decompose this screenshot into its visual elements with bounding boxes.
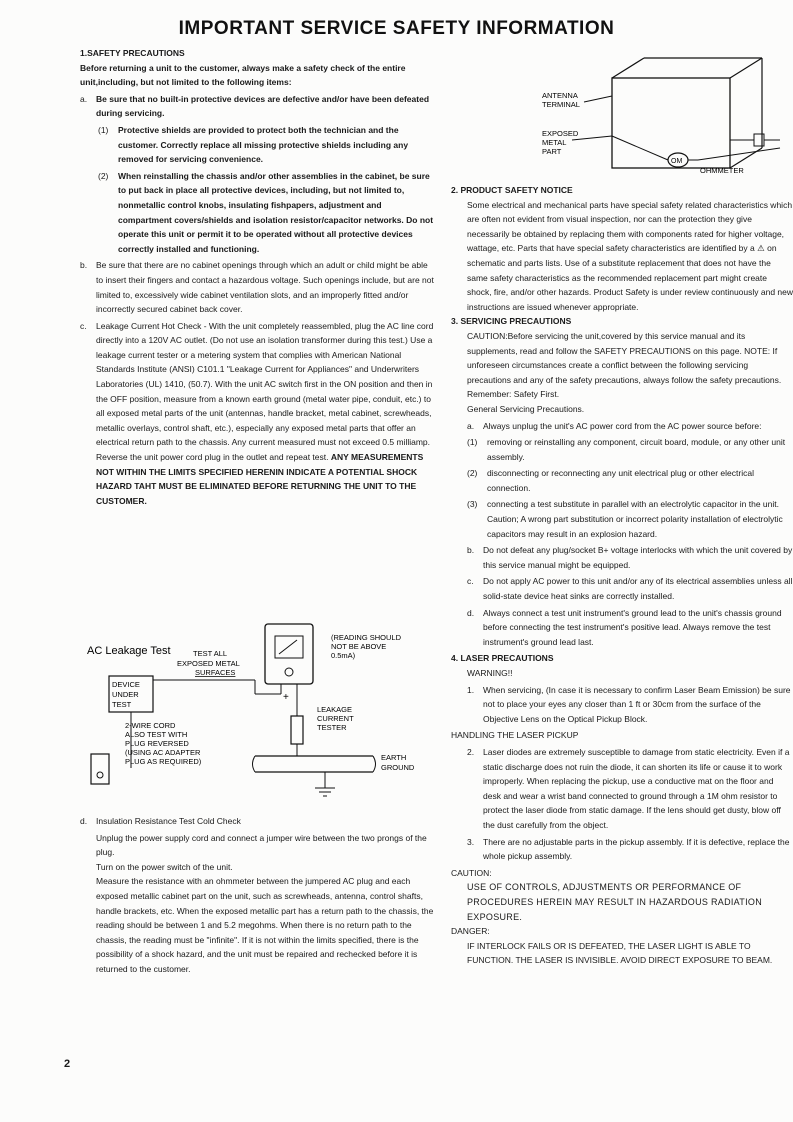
item-text: Always connect a test unit instrument's ground lead to the unit's chassis ground before connecting the test instrument's positive lead. Always remove the test instrument's ground lead last.: [483, 607, 782, 647]
exposed-1: EXPOSED: [542, 129, 579, 138]
danger-text: IF INTERLOCK FAILS OR IS DEFEATED, THE LASER LIGHT IS ABLE TO FUNCTION. THE LASER IS INVISIBLE. AVOID DIRECT EXPOSURE TO BEAM.: [467, 940, 773, 966]
item-text: Be sure that no built-in protective devices are defective and/or have been defeated during servicing.: [96, 93, 430, 119]
a3-text: connecting a test substitute in parallel with an electrolytic capacitor in the unit.: [487, 499, 779, 510]
device-label-2: UNDER: [112, 690, 139, 699]
section-1-heading: 1.SAFETY PRECAUTIONS: [80, 48, 185, 58]
list-item: [467, 466, 793, 495]
caution-text: USE OF CONTROLS, ADJUSTMENTS OR PERFORMANCE OF PROCEDURES HEREIN MAY RESULT IN HAZARDOUS RADIATION EXPOSURE.: [467, 882, 763, 922]
item-marker: (2): [467, 468, 478, 479]
test-all-3: SURFACES: [195, 668, 236, 677]
handling-heading: HANDLING THE LASER PICKUP: [451, 730, 579, 741]
device-label-3: TEST: [112, 700, 132, 709]
general-servicing: General Servicing Precautions.: [467, 403, 585, 414]
ac-leakage-diagram: [85, 618, 445, 818]
reading-1: (READING SHOULD: [331, 633, 402, 642]
section-1-intro: Before returning a unit to the customer, always make a safety check of the entire unit,including, but not limited to the following items:: [80, 62, 406, 88]
exposed-3: PART: [542, 147, 562, 156]
cord-3: PLUG REVERSED: [125, 739, 189, 748]
tester-3: TESTER: [317, 723, 347, 732]
item-marker: 1.: [467, 684, 475, 695]
list-item: [80, 123, 436, 167]
warning-triangle-icon: ⚠: [757, 243, 765, 254]
list-item: [80, 814, 436, 829]
caution-label: CAUTION:: [451, 867, 492, 878]
exposed-2: METAL: [542, 138, 567, 147]
insulation-step-3: Measure the resistance with an ohmmeter between the jumpered AC plug and each exposed metallic cabinet part on the unit, such as screwheads, antenna, control shafts, handle brackets, etc. When the exposed metallic part has a return path to the chassis, the reading should be between 1 and 5.2 megohms. When there is no return path to the chassis, the reading must be "infinite". If it is not within the limits specified, there is the possibility of a shock hazard, and the unit must be repaired and rechecked before it is returned to the customer.: [96, 876, 434, 974]
list-item: [467, 419, 793, 434]
item-marker: 3.: [467, 836, 475, 847]
item-marker: a.: [467, 420, 475, 431]
item-marker: (3): [467, 499, 478, 510]
insulation-test-section: [80, 812, 436, 977]
tester-1: LEAKAGE: [317, 705, 353, 714]
item-text: There are no adjustable parts in the pickup assembly. If it is defective, replace the whole pickup assembly.: [483, 836, 790, 862]
outlet-symbol: [91, 754, 109, 784]
diagram-caption: AC Leakage Test: [87, 645, 171, 657]
section-3-heading: 3. SERVICING PRECAUTIONS: [451, 316, 572, 327]
meter-box: [265, 624, 313, 684]
item-text: Do not apply AC power to this unit and/or any of its electrical assemblies unless all solid-state device heat sinks are correctly installed.: [483, 576, 793, 602]
cord-5: PLUG AS REQUIRED): [125, 757, 202, 766]
item-text: Protective shields are provided to protect both the technician and the customer. Correctly replace all missing protective shields including any removed for servicing convenience.: [118, 124, 409, 165]
list-item: [451, 745, 793, 833]
item-marker: d.: [467, 607, 475, 618]
item-heading: Insulation Resistance Test Cold Check: [96, 816, 241, 826]
item-text: Always unplug the unit's AC power cord from the AC power source before:: [483, 420, 762, 431]
servicing-caution: CAUTION:Before servicing the unit,covered by this service manual and its supplements, read and follow the SAFETY PRECAUTIONS on this page. NOTE: If unforeseen circumstances create a conflict between the following servicing precautions and any of the safety precautions, always follow the safety precautions. Remember: Safety First.: [467, 330, 782, 400]
product-safety-notice: [451, 198, 793, 315]
page-number: 2: [64, 1058, 71, 1070]
plus-sign: +: [283, 692, 289, 703]
item-marker: (1): [467, 437, 478, 448]
danger-label: DANGER:: [451, 926, 490, 937]
item-text: Be sure that there are no cabinet openings through which an adult or child might be able to insert their fingers and contact a hazardous voltage. Such openings include, but are not limited to, excessively wide cabinet ventilation slots, and an improperly fitted and/or incorrectly secured cabinet back cover.: [96, 260, 434, 315]
list-item: [467, 574, 793, 603]
item-text: disconnecting or reconnecting any unit electrical plug or other electrical connection.: [487, 468, 754, 493]
antenna-2: TERMINAL: [542, 100, 580, 109]
item-text: removing or reinstalling any component, circuit board, module, or any other unit assembly.: [487, 437, 786, 462]
item-marker: c.: [80, 320, 87, 331]
item-text: Do not defeat any plug/socket B+ voltage interlocks with which the unit covered by this service manual might be equipped.: [483, 545, 793, 570]
list-item: [451, 835, 793, 864]
item-marker: (1): [98, 124, 109, 135]
section-4-heading: 4. LASER PRECAUTIONS: [451, 653, 554, 664]
antenna-1: ANTENNA: [542, 91, 578, 100]
list-item: [467, 606, 793, 650]
page-title: IMPORTANT SERVICE SAFETY INFORMATION: [178, 18, 615, 39]
item-marker: c.: [467, 576, 474, 587]
ohmmeter-label: OHMMETER: [700, 166, 744, 175]
item-text: Laser diodes are extremely susceptible to damage from static electricity. Even if a static discharge does not ruin the diode, it can shorten its life or cause it to work improperly. When replacing the pickup, use a conductive mat on the floor and desk and wear a wrist band connected to ground through a 1M ohm resistor to protect the laser diode from static damage. If the lens should get dusty, blow off the dust carefully from the object.: [483, 746, 790, 830]
test-all-1: TEST ALL: [193, 649, 228, 658]
cord-1: 2-WIRE CORD: [125, 721, 176, 730]
item-text: When reinstalling the chassis and/or other assemblies in the cabinet, be sure to put back in place all protective devices, including, but not limited to, nonmetallic control knobs, insulating fishpapers, adjustment and compartment covers/shields and isolation resistor/capacitor networks. Do not operate this unit or permit it to be operated without all protective devices correctly installed and functioning.: [118, 170, 434, 254]
notice-text-2: on schematic and parts lists. Use of a substitute replacement that does not have the same safety characteristics as the recommended replacement part might create shock, fire, and/or other hazards. Product Safety is under review continuously and new instructions are issued whenever appropriate.: [467, 243, 793, 312]
item-marker: d.: [80, 816, 88, 826]
item-marker: b.: [467, 545, 475, 556]
list-item: [467, 435, 793, 464]
item-text: [487, 497, 793, 541]
reading-3: 0.5mA): [331, 651, 356, 660]
item-marker: a.: [80, 93, 88, 104]
item-text: When servicing, (In case it is necessary to confirm Laser Beam Emission) be sure not to place your eyes any closer than 1 ft or 30cm from the surface of the Objective Lens on the Optical Pickup Block.: [483, 684, 791, 724]
earth-1: EARTH: [381, 753, 407, 762]
resistor-symbol: [291, 716, 303, 744]
capacitor-caution: Caution; A wrong part substitution or incorrect polarity installation of electrolytic capacitors may result in an explosion hazard.: [487, 514, 783, 539]
insulation-step-2: Turn on the power switch of the unit.: [96, 861, 233, 872]
device-label-1: DEVICE: [112, 680, 140, 689]
cord-4: (USING AC ADAPTER: [125, 748, 201, 757]
list-item: [467, 497, 793, 541]
leakage-text: Leakage Current Hot Check - With the unit completely reassembled, plug the AC line cord directly into a 120V AC outlet. (Do not use an isolation transformer during this test.) Use a leakage current tester or a metering system that complies with American National Standards Institute (ANSI) C101.1 "Leakage Current for Appliances" and Underwriters Laboratories (UL) 1410, (50.7). With the unit AC switch first in the ON position and then in the OFF position, measure from a known earth ground (metal water pipe, conduit, etc.) to all exposed metal parts of the unit (antennas, handle bracket, metal cabinet, screwheads, metallic overlays, control shaft, etc.), especially any exposed metal parts that offer an electrical return path to the chassis. Any current measured must not exceed 0.5 milliamp. Reverse the unit power cord plug in the outlet and repeat test.: [96, 320, 434, 463]
list-item: [80, 319, 436, 509]
tester-2: CURRENT: [317, 714, 354, 723]
right-column: [451, 183, 793, 968]
item-marker: (2): [98, 170, 109, 181]
leakage-warning: ANY MEASUREMENTS NOT WITHIN THE LIMITS SPECIFIED HERENIN INDICATE A POTENTIAL SHOCK HAZARD TAHT MUST BE ELIMINATED BEFORE RETURNING THE UNIT TO THE CUSTOMER.: [96, 452, 424, 506]
test-all-2: EXPOSED METAL: [177, 659, 240, 668]
cord-2: ALSO TEST WITH: [125, 730, 188, 739]
ohmmeter-diagram: [540, 52, 793, 182]
item-marker: 2.: [467, 746, 475, 757]
insulation-step-1: Unplug the power supply cord and connect a jumper wire between the two prongs of the plug.: [96, 832, 427, 858]
list-item: [467, 543, 793, 572]
notice-text-1: Some electrical and mechanical parts have special safety related characteristics which are often not evident from visual inspection, nor can the protection they give necessarily be obtained by replacing them with components rated for higher voltage, wattage, etc. Parts that have special safety characteristics are identified by a: [467, 199, 793, 254]
list-item: [80, 169, 436, 257]
list-item: [80, 258, 436, 316]
warning-label: WARNING!!: [467, 668, 513, 678]
list-item: [80, 92, 436, 121]
item-marker: b.: [80, 260, 88, 271]
item-text: [96, 319, 436, 509]
earth-2: GROUND: [381, 763, 415, 772]
list-item: [451, 683, 793, 727]
om-label: OM: [671, 158, 683, 165]
left-column: [80, 46, 436, 510]
reading-2: NOT BE ABOVE: [331, 642, 387, 651]
section-2-heading: 2. PRODUCT SAFETY NOTICE: [451, 185, 573, 195]
